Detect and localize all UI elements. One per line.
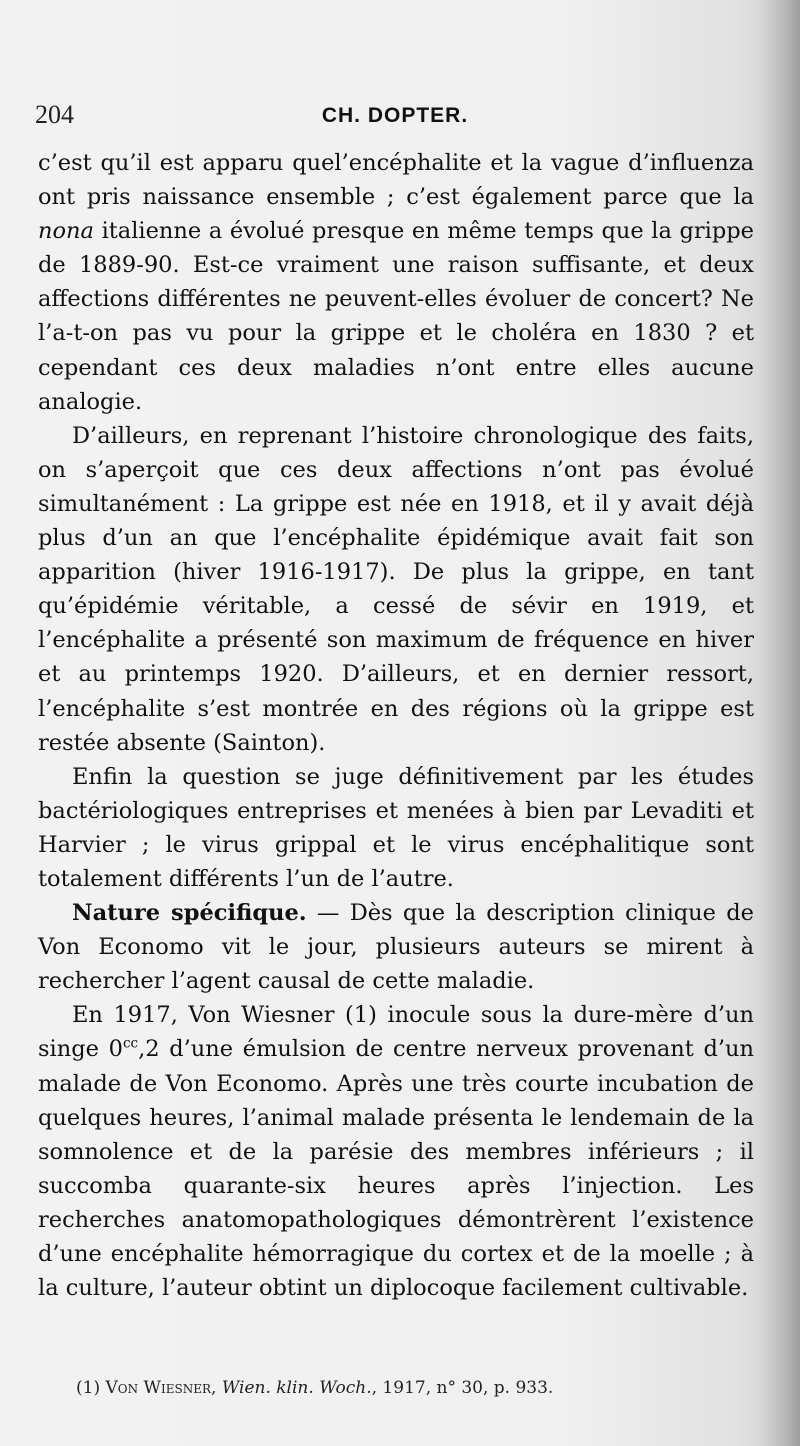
paragraph-p2 (38, 419, 754, 760)
footnote-details: , 1917, n° 30, p. 933. (371, 1378, 554, 1398)
text-run: ,2 d’une émulsion de centre nerveux provenant d’un malade de Von Economo. Après une très courte incubation de quelques heures, l’animal malade présenta le lendemain de la somnolence et de la parésie des membres inférieurs ; il succomba quarante-six heures après l’injection. Les recherches anatomopathologiques démontrèrent l’existence d’une encéphalite hémorragique du cortex et de la moelle ; à la culture, l’auteur obtint un diplocoque facilement cultivable. (38, 1036, 754, 1302)
text-run: D’ailleurs, en reprenant l’histoire chronologique des faits, on s’aperçoit que ces deux affections n’ont pas évolué simultanément : La grippe est née en 1918, et il y avait déjà plus d’un an que l’encéphalite épidémique avait fait son apparition (hiver 1916-1917). De plus la grippe, en tant qu’épidémie véritable, a cessé de sévir en 1919, et l’encéphalite a présenté son maximum de fréquence en hiver et au printemps 1920. D’ailleurs, et en dernier ressort, l’encéphalite s’est montrée en des régions où la grippe est restée absente (Sainton). (38, 422, 754, 756)
text-run: c’est qu’il est apparu quel’encéphalite et la vague d’influenza ont pris naissance ensemble ; c’est également parce que la (38, 150, 754, 211)
paragraph-p4 (38, 896, 754, 998)
paragraph-p1 (38, 146, 754, 419)
italic-text: nona (38, 218, 94, 245)
page-edge-shadow (760, 0, 800, 1446)
section-heading: Nature spécifique. (72, 900, 307, 927)
paragraph-p5 (38, 998, 754, 1305)
paragraph-p3 (38, 760, 754, 896)
page-header (35, 100, 755, 136)
text-run: En 1917, Von Wiesner (1) inocule sous la dure-mère d’un singe 0 (38, 1002, 754, 1063)
text-run: cc (122, 1035, 139, 1052)
text-run: — Dès que la description clinique de Von Economo vit le jour, plusieurs auteurs se mirent à rechercher l’agent causal de cette maladie. (38, 900, 754, 995)
text-run: Enfin la question se juge définitivement par les études bactériologiques entreprises et menées à bien par Levaditi et Harvier ; le virus grippal et le virus encéphalitique sont totalement différents l’un de l’autre. (38, 763, 754, 892)
page-number: 204 (35, 100, 74, 129)
running-head: CH. DOPTER. (321, 104, 469, 127)
footnote-marker: (1) (76, 1378, 101, 1398)
footnote-journal: Wien. klin. Woch. (221, 1378, 372, 1398)
text-run: italienne a évolué presque en même temps que la grippe de 1889-90. Est-ce vraiment une raison suffisante, et deux affections différentes ne peuvent-elles évoluer de concert? Ne l’a-t-on pas vu pour la grippe et le choléra en 1830 ? et cependant ces deux maladies n’ont entre elles aucune analogie. (38, 218, 754, 415)
footnote-author: Von Wiesner, (105, 1378, 217, 1398)
footnote (76, 1378, 553, 1398)
body-text (38, 146, 754, 1305)
